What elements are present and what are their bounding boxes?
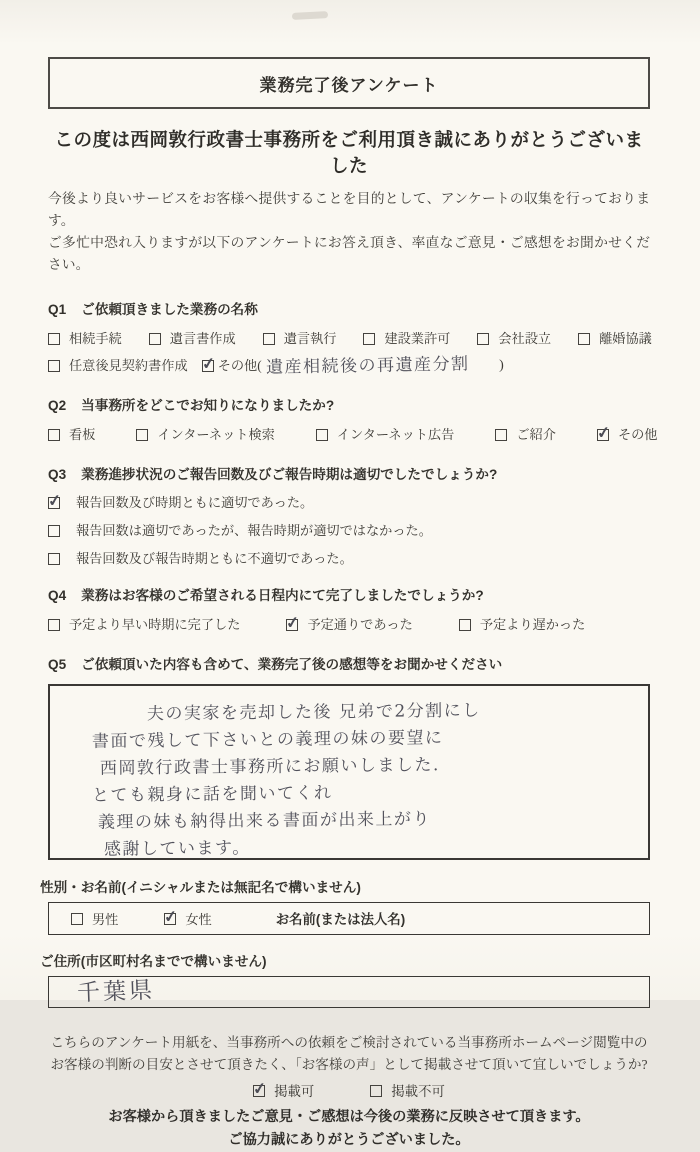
q1-options-row2 (48, 355, 650, 376)
checkbox-icon (48, 333, 60, 345)
q2-option-label: インターネット広告 (336, 427, 455, 442)
q4-number: Q4 (48, 588, 67, 603)
closing-line-1: お客様から頂きましたご意見・ご感想は今後の業務に反映させて頂きます。 (108, 1109, 590, 1125)
q4-option-later (459, 614, 586, 635)
checkbox-icon (48, 525, 60, 537)
q1-option-label: 建設業許可 (384, 331, 451, 346)
closing-line-2: ご協力誠にありがとうございました。 (228, 1132, 470, 1148)
q1-number: Q1 (48, 302, 67, 317)
q1-option-kensetsu-kyoka (363, 328, 450, 349)
q5-number: Q5 (48, 657, 67, 672)
checkbox-icon (370, 1085, 382, 1097)
q5-text: ご依頼頂いた内容も含めて、業務完了後の感想等をお聞かせください (81, 657, 503, 672)
question-q5 (48, 655, 650, 860)
checkbox-icon (363, 333, 375, 345)
intro-line-2: ご多忙中恐れ入りますが以下のアンケートにお答え頂き、率直なご意見・ご感想をお聞かせください。 (48, 235, 650, 272)
q3-option-row-3 (48, 548, 650, 569)
checkbox-icon (495, 429, 507, 441)
checkbox-icon (48, 360, 60, 372)
q3-option-timing-not-appropriate (48, 520, 432, 541)
q3-option-both-inappropriate (48, 548, 353, 569)
q1-option-souzoku-tetsuzuki (48, 328, 122, 349)
checkbox-icon (286, 619, 298, 631)
handwritten-comment-line: 書面で残して下さいとの義理の妹の要望に (91, 728, 444, 752)
publish-option-ng (370, 1081, 445, 1100)
intro-line-1: 今後より良いサービスをお客様へ提供することを目的として、アンケートの収集を行っております。 (48, 191, 650, 228)
q3-text: 業務進捗状況のご報告回数及びご報告時期は適切でしたでしょうか? (81, 467, 498, 482)
intro-text (48, 188, 650, 276)
checkbox-icon (149, 333, 161, 345)
survey-title: 業務完了後アンケート (259, 76, 439, 95)
q1-heading (48, 300, 650, 320)
question-q3 (48, 465, 650, 569)
checkbox-icon (263, 333, 275, 345)
handwritten-address: 千葉県 (76, 977, 156, 1006)
checkbox-icon (202, 360, 214, 372)
q1-option-kaisha-setsuritsu (477, 328, 551, 349)
checkbox-icon (48, 553, 60, 565)
closing-message (48, 1106, 650, 1152)
gender-label-female: 女性 (185, 912, 212, 927)
q5-comment-box (48, 684, 650, 860)
q2-option-internet-kensaku (136, 424, 275, 445)
q1-other-close-paren: ) (499, 358, 504, 373)
checkbox-icon (477, 333, 489, 345)
checkbox-icon (459, 619, 471, 631)
q2-option-kanban (48, 424, 95, 445)
survey-title-box (48, 57, 650, 109)
identity-box (48, 902, 650, 935)
q3-heading (48, 465, 650, 485)
q4-option-label: 予定通りであった (307, 617, 413, 632)
q1-option-label: 遺言執行 (283, 331, 337, 346)
q2-option-label: ご紹介 (516, 427, 556, 442)
footer-section (48, 1032, 650, 1152)
handwritten-comment-line: 西岡敦行政書士事務所にお願いしました. (99, 755, 441, 779)
q2-option-goshoukai (495, 424, 556, 445)
q4-options-row (48, 614, 650, 635)
q5-heading (48, 655, 650, 675)
q1-option-label: 遺言書作成 (169, 331, 236, 346)
q1-options-row1 (48, 328, 650, 349)
thanks-heading: この度は西岡敦行政書士事務所をご利用頂き誠にありがとうございました (54, 131, 644, 177)
gender-option-male (71, 909, 118, 928)
checkbox-icon (48, 429, 60, 441)
gender-option-female (164, 909, 211, 928)
checkbox-icon (164, 913, 176, 925)
q3-number: Q3 (48, 467, 67, 482)
checkbox-icon (71, 913, 83, 925)
q3-option-both-appropriate (48, 492, 313, 513)
q1-option-yuigonsho-sakusei (149, 328, 236, 349)
footer-line-1: こちらのアンケート用紙を、当事務所への依頼をご検討されている当事務所ホームページ閲覧中の (50, 1035, 648, 1050)
q2-option-label: インターネット検索 (157, 427, 275, 442)
identity-section-label: 性別・お名前(イニシャルまたは無記名で構いません) (40, 880, 361, 895)
q2-options-row (48, 424, 658, 445)
publish-consent-row (48, 1081, 650, 1100)
q3-option-row-1 (48, 492, 650, 513)
q4-heading (48, 586, 650, 606)
q1-other-label: その他( (217, 358, 262, 373)
q4-option-label: 予定より遅かった (479, 617, 586, 632)
checkbox-icon (316, 429, 328, 441)
q1-option-label: 相続手続 (69, 331, 122, 346)
question-q1 (48, 300, 650, 376)
question-q2 (48, 396, 658, 445)
q2-heading (48, 396, 650, 416)
handwritten-comment-line: 義理の妹も納得出来る書面が出来上がり (97, 809, 432, 833)
name-field-label: お名前(または法人名) (275, 912, 406, 927)
q1-option-label: 離婚協議 (599, 331, 652, 346)
handwritten-comment-line: 感謝しています。 (103, 838, 251, 860)
q1-option-other (202, 355, 504, 376)
q2-text: 当事務所をどこでお知りになりましたか? (81, 398, 335, 413)
handwritten-comment-line: 夫の実家を売却した後 兄弟で2分割にし (146, 700, 481, 725)
q4-option-on-schedule (286, 614, 412, 635)
checkbox-icon (253, 1085, 265, 1097)
q2-option-sonota (597, 424, 658, 445)
q2-option-internet-koukoku (316, 424, 455, 445)
q1-option-rikon-kyougi (578, 328, 652, 349)
checkbox-icon (136, 429, 148, 441)
q4-option-earlier (48, 614, 240, 635)
publish-option-ok (253, 1081, 314, 1100)
checkbox-icon (597, 429, 609, 441)
checkbox-icon (48, 497, 60, 509)
q1-option-nini-kouken (48, 355, 188, 376)
q1-option-label: 任意後見契約書作成 (69, 358, 188, 373)
question-q4 (48, 586, 650, 635)
q3-option-label: 報告回数及び報告時期ともに不適切であった。 (76, 551, 353, 566)
q1-text: ご依頼頂きました業務の名称 (81, 302, 258, 317)
checkbox-icon (578, 333, 590, 345)
q3-option-row-2 (48, 520, 650, 541)
q1-other-handwritten-answer: 遺産相続後の再遺産分割 (265, 354, 470, 378)
q4-text: 業務はお客様のご希望される日程内にて完了しましたでしょうか? (81, 588, 484, 603)
publish-ok-label: 掲載可 (274, 1084, 315, 1099)
address-section-label: ご住所(市区町村名までで構いません) (40, 954, 267, 969)
gender-label-male: 男性 (92, 912, 119, 927)
handwritten-comment-line: とても親身に話を聞いてくれ (91, 783, 333, 806)
q2-number: Q2 (48, 398, 67, 413)
q2-option-label: その他 (617, 427, 658, 442)
q3-option-label: 報告回数は適切であったが、報告時期が適切ではなかった。 (76, 523, 432, 538)
q3-option-label: 報告回数及び時期ともに適切であった。 (76, 495, 314, 510)
checkbox-icon (48, 619, 60, 631)
publish-ng-label: 掲載不可 (391, 1084, 445, 1099)
q1-option-yuigon-shikkou (263, 328, 337, 349)
q2-option-label: 看板 (69, 427, 96, 442)
footer-line-2: お客様の判断の目安とさせて頂きたく、「お客様の声」として掲載させて頂いて宜しいでしょうか? (50, 1057, 648, 1072)
address-box (48, 976, 650, 1008)
q4-option-label: 予定より早い時期に完了した (69, 617, 241, 632)
q1-option-label: 会社設立 (498, 331, 552, 346)
